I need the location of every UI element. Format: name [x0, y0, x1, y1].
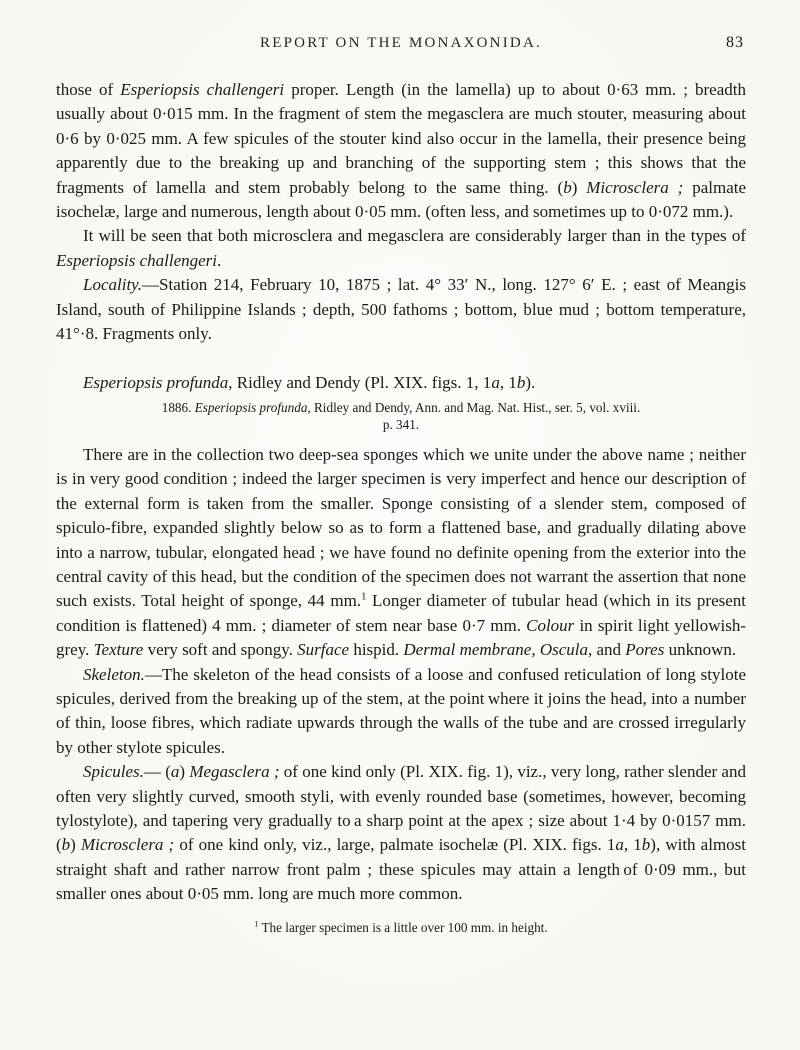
- text-run: proper. Length (in the lamella) up to about 0·63 mm. ; breadth usually about 0·015 mm. In the fragment of stem the megasclera are much stouter, measuring about 0·6 by 0·025 mm. A few spicules of the stouter kind also occur in the lamella, their presence being apparently due to the breaking up and branching of the supporting stem ; this shows that the fragments of lamella and stem probably belong to the same thing. (: [56, 80, 746, 197]
- italic-text: Skeleton.: [83, 664, 145, 684]
- italic-text: b: [641, 835, 651, 855]
- paragraph: [56, 273, 746, 346]
- text-run: , Ridley and Dendy (Pl. XIX. figs. 1, 1: [228, 373, 492, 393]
- italic-text: Microsclera ;: [80, 835, 175, 855]
- text-run: very soft and spongy.: [143, 640, 298, 660]
- text-run: ): [179, 762, 190, 782]
- text-run: There are in the collection two deep-sea sponges which we unite under the above name ; neither is in very good condition ; indeed the larger specimen is very imperfect and hence our description of the external form is taken from the smaller. Sponge consisting of a slender stem, composed of spiculo-fibre, expanded slightly below so as to form a flattened base, and gradually dilating above into a narrow, tubular, elongated head ; we have found no definite opening from the exterior into the central cavity of this head, but the condition of the specimen does not warrant the assertion that none such exists. Total height of sponge, 44 mm.: [56, 444, 746, 611]
- italic-text: Dermal membrane, Oscula,: [403, 640, 593, 660]
- page-body: [56, 78, 746, 907]
- text-run: ): [70, 835, 81, 855]
- text-run: ): [571, 177, 587, 197]
- text-run: — (: [143, 762, 171, 782]
- text-run: —The skeleton of the head consists of a loose and confused reticulation of long stylote spicules, derived from the breaking up of the stem, at the point where it joins the head, into a number of thin, loose fibres, which radiate upwards through the walls of the tube and are crossed irregularly by other stylote spicules.: [56, 664, 746, 757]
- running-title: REPORT ON THE MONAXONIDA.: [260, 35, 542, 51]
- text-run: unknown.: [664, 640, 737, 660]
- italic-text: Esperiopsis challengeri: [56, 250, 218, 270]
- paragraph: [56, 78, 746, 224]
- italic-text: a: [170, 762, 180, 782]
- paragraph: [56, 443, 746, 663]
- italic-text: Locality.: [83, 275, 143, 295]
- text-run: of one kind only (Pl. XIX. fig. 1), viz., very long, rather slender and often very slightly curved, smooth styli, with evenly rounded base (sometimes, however, becoming tylostylote), and tapering very gradually to a sharp point at the apex ; size about 1·4 by 0·0157 mm. (: [56, 762, 746, 855]
- text-run: hispid.: [349, 640, 404, 660]
- page-number: 83: [726, 34, 744, 51]
- citation-line: [56, 399, 746, 417]
- footnote: [56, 919, 746, 936]
- citation-line: [56, 416, 746, 434]
- text-run: , Ridley and Dendy, Ann. and Mag. Nat. Hist., ser. 5, vol. xviii.: [307, 399, 641, 415]
- italic-text: a: [491, 373, 500, 393]
- text-run: —Station 214, February 10, 1875 ; lat. 4° 33′ N., long. 127° 6′ E. ; east of Meangis Island, south of Philippine Islands ; depth, 500 fathoms ; bottom, blue mud ; bottom temperature, 41°·8. Fragments only.: [56, 275, 746, 344]
- text-run: those of: [56, 80, 121, 99]
- italic-text: a: [615, 835, 624, 855]
- italic-text: Megasclera ;: [189, 762, 280, 782]
- italic-text: Microsclera ;: [586, 177, 684, 197]
- italic-text: b: [61, 835, 71, 855]
- italic-text: Spicules.: [83, 762, 144, 782]
- text-run: , 1: [623, 835, 642, 855]
- italic-text: b: [516, 373, 526, 393]
- italic-text: Pores: [625, 640, 665, 660]
- text-run: .: [217, 250, 222, 270]
- italic-text: Texture: [93, 640, 144, 660]
- text-run: ).: [525, 373, 536, 393]
- text-run: of one kind only, viz., large, palmate isochelæ (Pl. XIX. figs. 1: [174, 835, 616, 855]
- paragraph: [56, 760, 746, 906]
- text-run: p. 341.: [382, 417, 420, 433]
- text-run: Longer diameter of tubular head (which in its present condition is flattened) 4 mm. ; diameter of stem near base 0·7 mm.: [56, 591, 747, 635]
- page-header: [56, 34, 746, 56]
- text-run: and: [592, 640, 626, 660]
- text-run: It will be seen that both microsclera and megasclera are considerably larger than in the types of: [83, 226, 746, 246]
- italic-text: Esperiopsis profunda: [83, 373, 229, 393]
- species-heading: [56, 371, 746, 395]
- footnote-marker: 1: [361, 591, 367, 603]
- text-run: ), with almost straight shaft and rather narrow front palm ; these spicules may attain a length of 0·09 mm., but smaller ones about 0·05 mm. long are much more common.: [56, 835, 747, 904]
- italic-text: b: [563, 177, 572, 197]
- text-run: , 1: [499, 373, 517, 393]
- italic-text: Esperiopsis challengeri: [120, 80, 285, 99]
- text-run: The larger specimen is a little over 100 mm. in height.: [258, 919, 548, 935]
- text-run: palmate isochelæ, large and numerous, length about 0·05 mm. (often less, and sometimes up to 0·072 mm.).: [56, 177, 747, 222]
- paragraph: [56, 224, 746, 273]
- italic-text: Esperiopsis profunda: [194, 399, 308, 415]
- text-run: 1886.: [161, 399, 195, 415]
- footnote-marker: 1: [254, 919, 259, 929]
- italic-text: Surface: [297, 640, 350, 660]
- italic-text: Colour: [526, 615, 575, 635]
- paragraph: [56, 663, 746, 761]
- text-run: in spirit light yellowish-grey.: [56, 615, 747, 660]
